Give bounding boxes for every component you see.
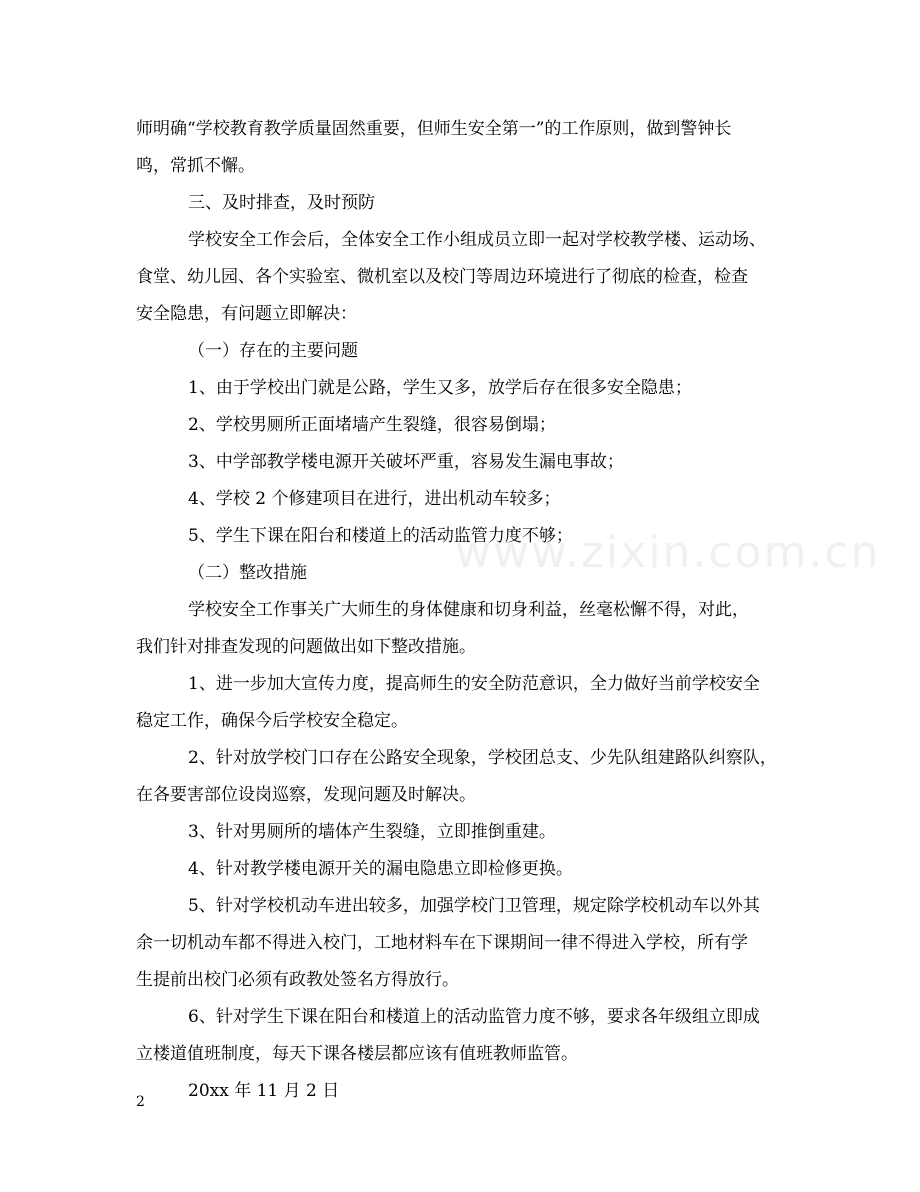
text-line: 师明确“学校教育教学质量固然重要，但师生安全第一”的工作原则，做到警钟长 <box>136 119 732 139</box>
list-item: 4、学校 2 个修建项目在进行，进出机动车较多； <box>188 489 561 509</box>
subsection-heading: （一）存在的主要问题 <box>188 341 358 361</box>
section-heading: 三、及时排查，及时预防 <box>188 193 375 213</box>
text-line: 我们针对排查发现的问题做出如下整改措施。 <box>136 637 476 657</box>
list-item: 3、中学部教学楼电源开关破坏严重，容易发生漏电事故； <box>188 452 624 472</box>
page-number: 2 <box>136 1094 145 1110</box>
list-item: 2、针对放学校门口存在公路安全现象，学校团总支、少先队组建路队纠察队， <box>188 748 777 768</box>
list-item: 5、学生下课在阳台和楼道上的活动监管力度不够； <box>188 526 573 546</box>
subsection-heading: （二）整改措施 <box>188 563 307 583</box>
text-line: 稳定工作，确保今后学校安全稳定。 <box>136 711 408 731</box>
list-item: 3、针对男厕所的墙体产生裂缝，立即推倒重建。 <box>188 822 556 842</box>
text-line: 食堂、幼儿园、各个实验室、微机室以及校门等周边环境进行了彻底的检查，检查 <box>136 267 748 287</box>
text-line: 生提前出校门必须有政教处签名方得放行。 <box>136 970 459 990</box>
text-line: 立楼道值班制度，每天下课各楼层都应该有值班教师监管。 <box>136 1044 578 1064</box>
text-line: 安全隐患，有问题立即解决： <box>136 304 357 324</box>
date-line: 20xx 年 11 月 2 日 <box>188 1081 340 1101</box>
list-item: 1、进一步加大宣传力度，提高师生的安全防范意识，全力做好当前学校安全 <box>188 674 760 694</box>
text-line: 在各要害部位设岗巡察，发现问题及时解决。 <box>136 785 476 805</box>
list-item: 6、针对学生下课在阳台和楼道上的活动监管力度不够，要求各年级组立即成 <box>188 1007 760 1027</box>
list-item: 4、针对教学楼电源开关的漏电隐患立即检修更换。 <box>188 859 573 879</box>
list-item: 2、学校男厕所正面堵墙产生裂缝，很容易倒塌； <box>188 415 556 435</box>
list-item: 5、针对学校机动车进出较多，加强学校门卫管理，规定除学校机动车以外其 <box>188 896 760 916</box>
text-line: 鸣，常抓不懈。 <box>136 156 255 176</box>
text-line: 学校安全工作事关广大师生的身体健康和切身利益，丝毫松懈不得，对此， <box>188 600 749 620</box>
text-line: 学校安全工作会后，全体安全工作小组成员立即一起对学校教学楼、运动场、 <box>188 230 766 250</box>
list-item: 1、由于学校出门就是公路，学生又多，放学后存在很多安全隐患； <box>188 378 692 398</box>
text-line: 余一切机动车都不得进入校门，工地材料车在下课期间一律不得进入学校，所有学 <box>136 933 748 953</box>
watermark: www.zixin.com.cn <box>455 527 881 578</box>
